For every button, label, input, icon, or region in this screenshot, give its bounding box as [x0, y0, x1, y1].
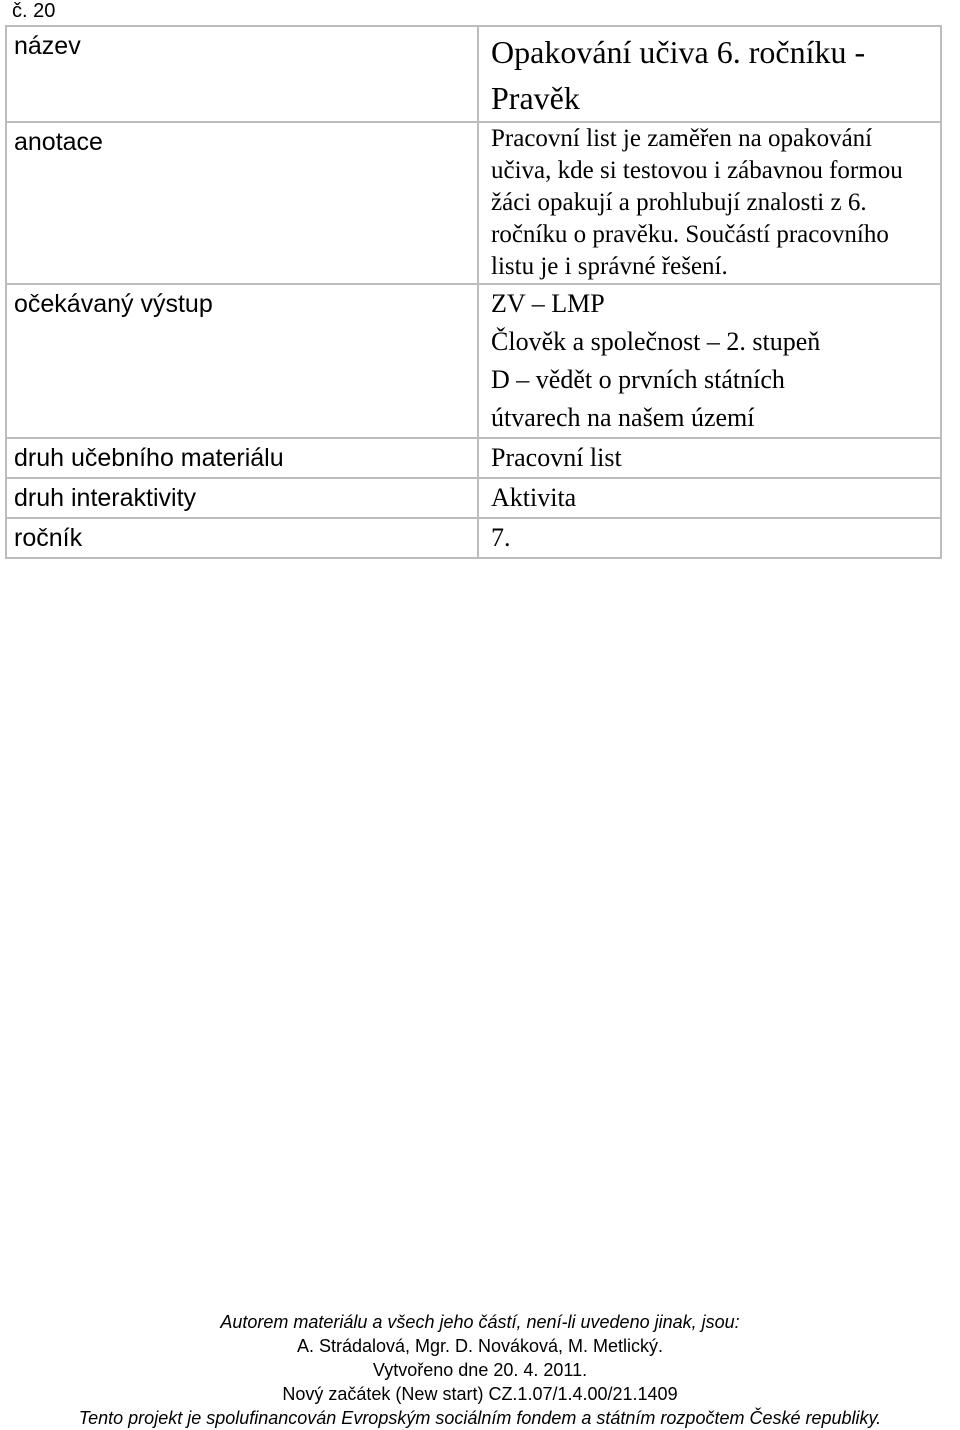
label-anotace: anotace	[6, 122, 478, 284]
table-row-vystup	[6, 284, 941, 438]
footer-funding-note: Tento projekt je spolufinancován Evropským sociálním fondem a státním rozpočtem České republiky.	[78, 1408, 882, 1428]
table-row-druh-interaktivity	[6, 478, 941, 518]
footer-authors-intro: Autorem materiálu a všech jeho částí, není-li uvedeno jinak, jsou:	[220, 1312, 740, 1332]
annotation-text: Pracovní list je zaměřen na opakování učiva, kde si testovou i zábavnou formou žáci opakují a prohlubují znalosti z 6. ročníku o pravěku. Součástí pracovního listu je i správné řešení.	[491, 125, 903, 280]
value-druh-materialu: Pracovní list	[478, 438, 941, 478]
table-row-nazev	[6, 26, 941, 122]
label-rocnik: ročník	[6, 518, 478, 558]
table-row-druh-materialu	[6, 438, 941, 478]
label-vystup: očekávaný výstup	[6, 284, 478, 438]
label-druh-materialu: druh učebního materiálu	[6, 438, 478, 478]
value-rocnik: 7.	[478, 518, 941, 558]
document-number: č. 20	[12, 0, 56, 22]
label-druh-interaktivity: druh interaktivity	[6, 478, 478, 518]
table-row-rocnik	[6, 518, 941, 558]
vystup-line-1: ZV – LMP	[491, 289, 605, 318]
value-anotace	[478, 122, 941, 284]
table-row-anotace	[6, 122, 941, 284]
metadata-table	[5, 25, 942, 559]
vystup-line-2: Člověk a společnost – 2. stupeň	[491, 327, 821, 356]
footer-authors: A. Strádalová, Mgr. D. Nováková, M. Metlický.	[296, 1336, 664, 1356]
value-vystup	[478, 284, 941, 438]
value-druh-interaktivity: Aktivita	[478, 478, 941, 518]
footer-project-code: Nový začátek (New start) CZ.1.07/1.4.00/21.1409	[282, 1384, 678, 1404]
vystup-line-3: D – vědět o prvních státních útvarech na našem území	[491, 365, 785, 432]
value-nazev	[478, 26, 941, 122]
footer	[0, 1310, 960, 1430]
label-nazev: název	[6, 26, 478, 122]
title-value: Opakování učiva 6. ročníku - Pravěk	[491, 34, 866, 116]
footer-created-date: Vytvořeno dne 20. 4. 2011.	[372, 1360, 588, 1380]
